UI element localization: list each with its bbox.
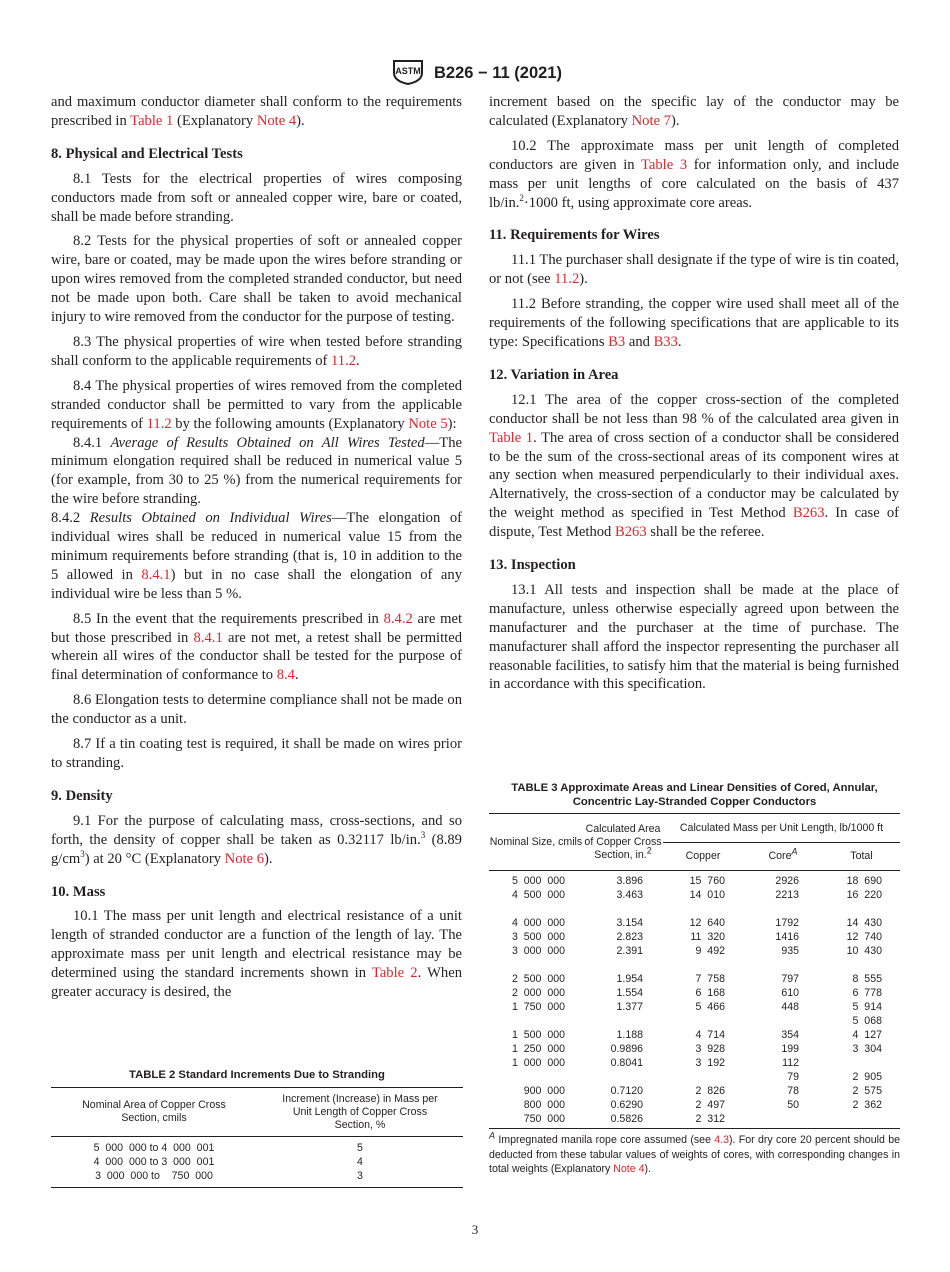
table-3-cell-size bbox=[489, 1070, 583, 1084]
paragraph-carryover: and maximum conductor diameter shall conform to the requirements prescribed in Table 1 (Explanatory Note 4). bbox=[51, 94, 462, 129]
table-row bbox=[489, 972, 900, 986]
table-3-cell-area bbox=[583, 1070, 663, 1084]
table-row bbox=[489, 930, 900, 944]
table-3-cell-copper: 2 497 bbox=[695, 1099, 725, 1111]
table-3-cell-area: 2.823 bbox=[616, 931, 643, 943]
table-3-cell-core: 1416 bbox=[775, 931, 799, 943]
table-2-cell-area: 5 000 000 to 4 000 001 bbox=[93, 1142, 215, 1154]
table-row bbox=[489, 1084, 900, 1098]
table-3-cell-area: 0.6290 bbox=[610, 1099, 643, 1111]
table-3-cell-core: 2926 bbox=[775, 875, 799, 887]
table-3-cell-size: 5 000 000 bbox=[511, 875, 565, 887]
ref-4-3-link[interactable]: 4.3 bbox=[714, 1134, 730, 1146]
table-3-cell-area: 0.5826 bbox=[610, 1113, 643, 1125]
table-3-cell-size: 1 500 000 bbox=[511, 1029, 565, 1041]
table-3-cell-area: 3.463 bbox=[616, 889, 643, 901]
table-3-cell-size: 1 000 000 bbox=[511, 1057, 565, 1069]
table-row bbox=[51, 1137, 463, 1156]
table-3-cell-total: 3 304 bbox=[852, 1043, 882, 1055]
paragraph-8-4: 8.4 The physical properties of wires removed from the completed stranded conductor shall be permitted to vary from the applicable requirements of 11.2 by the following amounts (Explanatory Note 5): bbox=[51, 377, 462, 432]
table1-link[interactable]: Table 1 bbox=[489, 429, 534, 446]
section-heading-9: 9. Density bbox=[51, 787, 113, 804]
table-3-cell-core: 50 bbox=[787, 1099, 799, 1111]
table-3-cell-core: 610 bbox=[781, 987, 799, 999]
spec-b33-link[interactable]: B33 bbox=[653, 333, 678, 350]
page-number: 3 bbox=[471, 1222, 479, 1237]
table-3-cell-size: 1 750 000 bbox=[511, 1001, 565, 1013]
table-3-cell-size: 2 500 000 bbox=[511, 973, 565, 985]
paragraph-11-1: 11.1 The purchaser shall designate if the type of wire is tin coated, or not (see 11.2). bbox=[489, 252, 899, 288]
right-column bbox=[489, 93, 899, 700]
table-3-cell-total: 18 690 bbox=[846, 875, 882, 887]
table-3-cell-core: 199 bbox=[781, 1043, 799, 1055]
table-row bbox=[489, 1042, 900, 1056]
paragraph-carryover-right: increment based on the specific lay of the conductor may be calculated (Explanatory Note 7). bbox=[489, 94, 899, 129]
table-2-cell-area: 4 000 000 to 3 000 001 bbox=[93, 1156, 215, 1168]
table-row bbox=[489, 1070, 900, 1084]
table-3-cell-copper: 6 168 bbox=[695, 987, 725, 999]
table-3-cell-size bbox=[489, 1014, 583, 1028]
table-3-cell-size bbox=[489, 902, 583, 916]
table-3-cell-area bbox=[583, 1014, 663, 1028]
table-3-cell-core: 448 bbox=[781, 1001, 799, 1013]
table2-link[interactable]: Table 2 bbox=[371, 965, 418, 982]
table-row bbox=[489, 902, 900, 916]
table-3-cell-total bbox=[823, 1112, 900, 1129]
table-row bbox=[489, 1014, 900, 1028]
table-row bbox=[489, 986, 900, 1000]
note6-link[interactable]: Note 6 bbox=[224, 850, 264, 867]
ref-8-4-1-link[interactable]: 8.4.1 bbox=[193, 629, 223, 646]
section-heading-12: 12. Variation in Area bbox=[489, 366, 619, 383]
table-3-cell-core bbox=[743, 1014, 823, 1028]
table-3-cell-total: 6 778 bbox=[852, 987, 882, 999]
table-2-cell-increment: 3 bbox=[357, 1170, 363, 1182]
table-3-cell-copper: 3 928 bbox=[695, 1043, 725, 1055]
document-designation: B226 − 11 (2021) bbox=[434, 64, 562, 82]
table-3-header-core: Core$^A$ bbox=[768, 846, 798, 862]
table-3-cell-area bbox=[583, 958, 663, 972]
table-row bbox=[489, 1028, 900, 1042]
table-3-cell-size: 3 000 000 bbox=[511, 945, 565, 957]
table-3-header-mass: Calculated Mass per Unit Length, lb/1000 ft bbox=[663, 814, 900, 843]
table-3-cell-total: 8 555 bbox=[852, 973, 882, 985]
table-3-cell-total bbox=[823, 1056, 900, 1070]
table-2-cell-increment: 4 bbox=[357, 1156, 363, 1168]
test-method-b263-link[interactable]: B263 bbox=[792, 505, 825, 522]
section-heading-13: 13. Inspection bbox=[489, 557, 576, 574]
table-3-cell-copper: 14 010 bbox=[689, 889, 725, 901]
astm-logo-icon bbox=[388, 57, 428, 90]
table-3-cell-total: 16 220 bbox=[846, 889, 882, 901]
table-3-cell-size: 3 500 000 bbox=[511, 931, 565, 943]
table-3-cell-area: 1.377 bbox=[616, 1001, 643, 1013]
table-3-header-area: Calculated Area of Copper Cross Section, in.$^2$ bbox=[584, 822, 662, 861]
table-3-cell-copper: 4 714 bbox=[695, 1029, 725, 1041]
paragraph-13-1: 13.1 All tests and inspection shall be made at the place of manufacture, unless otherwise especially agreed upon between the manufacturer and the purchaser at the time of purchase. The manufacturer shall afford the inspector representing the purchaser all reasonable facilities, to satisfy him that the material is being furnished in accordance with this specification. bbox=[489, 581, 899, 693]
note7-link[interactable]: Note 7 bbox=[631, 112, 671, 129]
ref-11-2-link[interactable]: 11.2 bbox=[331, 352, 357, 369]
table-row bbox=[51, 1169, 463, 1188]
ref-11-2-link[interactable]: 11.2 bbox=[554, 271, 580, 288]
section-heading-10: 10. Mass bbox=[51, 883, 106, 900]
table-3-body bbox=[489, 871, 900, 1129]
table-3-cell-core: 2213 bbox=[775, 889, 799, 901]
left-column bbox=[51, 93, 462, 1008]
table-3-cell-area: 1.188 bbox=[616, 1029, 643, 1041]
paragraph-8-5: 8.5 In the event that the requirements prescribed in 8.4.2 are met but those prescribed in 8.4.1 are not met, a retest shall be permitted wherein all wires of the conductor shall be tested for the purpose of final determination of conformance to 8.4. bbox=[51, 610, 462, 684]
table-3-header-copper: Copper bbox=[685, 850, 721, 862]
table-3-footnote: $^A$ Impregnated manila rope core assumed (see 4.3). For dry core 20 percent should be deducted from these tabular values of weights of cores, with corresponding changes in total weights (Explanatory Note 4). bbox=[489, 1130, 900, 1175]
table-3-cell-area: 3.896 bbox=[616, 875, 643, 887]
table-3-cell-area: 0.9896 bbox=[610, 1043, 643, 1055]
table-3-cell-size: 900 000 bbox=[523, 1085, 565, 1097]
table-3-cell-core: 935 bbox=[781, 945, 799, 957]
table-3-cell-copper bbox=[663, 958, 743, 972]
table-3 bbox=[489, 781, 900, 1177]
table-3-cell-copper: 2 312 bbox=[695, 1113, 725, 1125]
table-3-cell-copper: 5 466 bbox=[695, 1001, 725, 1013]
table-3-cell-copper: 9 492 bbox=[695, 945, 725, 957]
table-3-cell-area bbox=[583, 902, 663, 916]
paragraph-8-4-1: 8.4.1 Average of Results Obtained on All Wires Tested—The minimum elongation required shall be reduced in numerical value 5 (for example, from 30 to 25 %) from the numerical requirements for the wire before stranding. bbox=[51, 434, 462, 508]
note4-link[interactable]: Note 4 bbox=[256, 112, 297, 129]
table-3-cell-copper bbox=[663, 1014, 743, 1028]
table-3-cell-core bbox=[743, 902, 823, 916]
table-3-cell-size: 2 000 000 bbox=[511, 987, 565, 999]
page-header bbox=[0, 57, 950, 90]
table-3-cell-copper bbox=[663, 1070, 743, 1084]
table-3-cell-core: 79 bbox=[787, 1071, 799, 1083]
ref-8-4-2-link[interactable]: 8.4.2 bbox=[383, 610, 413, 627]
table-3-cell-copper: 3 192 bbox=[695, 1057, 725, 1069]
table-row bbox=[489, 1112, 900, 1129]
table-3-cell-total: 2 905 bbox=[852, 1071, 882, 1083]
paragraph-10-1: 10.1 The mass per unit length and electrical resistance of a unit length of stranded conductor are a function of the length of lay. The approximate mass per unit length and electrical resistance may be determined using the standard increments shown in Table 2. When greater accuracy is desired, the bbox=[51, 908, 462, 1001]
svg-text:ASTM: ASTM bbox=[395, 66, 421, 76]
table-3-cell-total: 2 362 bbox=[852, 1099, 882, 1111]
paragraph-11-2: 11.2 Before stranding, the copper wire used shall meet all of the requirements of the following specifications that are applicable to its type: Specifications B3 and B33. bbox=[489, 296, 899, 350]
table-3-cell-copper: 7 758 bbox=[695, 973, 725, 985]
paragraph-8-1: 8.1 Tests for the electrical properties of wires composing conductors made from soft or annealed copper wire, bare or coated, shall be made before stranding. bbox=[51, 170, 462, 225]
table-3-cell-total: 4 127 bbox=[852, 1029, 882, 1041]
table-row bbox=[489, 1098, 900, 1112]
table-3-header-total: Total bbox=[850, 850, 873, 862]
table-3-cell-size: 4 500 000 bbox=[511, 889, 565, 901]
table-2-caption: TABLE 2 Standard Increments Due to Stranding bbox=[129, 1069, 385, 1081]
paragraph-10-2: 10.2 The approximate mass per unit length of completed conductors are given in Table 3 for information only, and include mass per unit lengths of core calculated on the basis of 437 lb/in.$^2$·1000 ft, using approximate core areas. bbox=[489, 137, 899, 211]
table-3-cell-core: 112 bbox=[782, 1057, 799, 1069]
table-row bbox=[51, 1155, 463, 1169]
table-3-cell-area: 3.154 bbox=[616, 917, 643, 929]
table-2 bbox=[51, 1068, 463, 1188]
table-3-cell-total: 10 430 bbox=[846, 945, 882, 957]
table-row bbox=[489, 871, 900, 889]
table-3-cell-size: 800 000 bbox=[523, 1099, 565, 1111]
table-row bbox=[489, 888, 900, 902]
table-3-cell-area: 1.954 bbox=[616, 973, 643, 985]
table-3-cell-core: 354 bbox=[781, 1029, 799, 1041]
table-3-cell-size bbox=[489, 958, 583, 972]
table-3-cell-area: 0.7120 bbox=[610, 1085, 643, 1097]
table-3-cell-core: 1792 bbox=[775, 917, 799, 929]
table-2-body bbox=[51, 1137, 463, 1188]
table-3-cell-area: 1.554 bbox=[616, 987, 643, 999]
table-3-cell-core bbox=[743, 958, 823, 972]
table-3-caption: TABLE 3 Approximate Areas and Linear Densities of Cored, Annular, Concentric Lay-Stranded Copper Conductors bbox=[511, 782, 878, 808]
table3-link[interactable]: Table 3 bbox=[640, 156, 688, 173]
ref-11-2-link[interactable]: 11.2 bbox=[146, 415, 172, 432]
table-3-cell-total bbox=[823, 958, 900, 972]
table-3-cell-copper: 11 320 bbox=[690, 931, 725, 943]
table-row bbox=[489, 944, 900, 958]
table-3-header-size: Nominal Size, cmils bbox=[489, 835, 583, 848]
table-3-cell-core: 797 bbox=[781, 973, 799, 985]
table-2-cell-area: 3 000 000 to 750 000 bbox=[95, 1170, 213, 1182]
section-heading-8: 8. Physical and Electrical Tests bbox=[51, 145, 243, 162]
table-row bbox=[489, 1000, 900, 1014]
paragraph-8-6: 8.6 Elongation tests to determine compliance shall not be made on the conductor as a unit. bbox=[51, 692, 462, 728]
table-3-cell-copper: 12 640 bbox=[689, 917, 725, 929]
test-method-b263-link[interactable]: B263 bbox=[615, 524, 647, 541]
note4-link[interactable]: Note 4 bbox=[613, 1163, 645, 1175]
table-2-header-increment: Increment (Increase) in Mass per Unit Length of Copper Cross Section, % bbox=[282, 1092, 438, 1131]
table-row bbox=[489, 958, 900, 972]
table-3-cell-core: 78 bbox=[787, 1085, 799, 1097]
paragraph-8-3: 8.3 The physical properties of wire when tested before stranding shall conform to the applicable requirements of 11.2. bbox=[51, 333, 462, 369]
table-3-cell-copper bbox=[663, 902, 743, 916]
table-2-cell-increment: 5 bbox=[357, 1142, 363, 1154]
table-3-cell-total: 2 575 bbox=[852, 1085, 882, 1097]
table1-link[interactable]: Table 1 bbox=[130, 112, 174, 129]
table-3-cell-total: 5 914 bbox=[852, 1001, 882, 1013]
paragraph-8-7: 8.7 If a tin coating test is required, it shall be made on wires prior to stranding. bbox=[51, 736, 462, 771]
table-3-cell-area: 0.8041 bbox=[610, 1057, 643, 1069]
table-row bbox=[489, 916, 900, 930]
table-3-cell-size: 1 250 000 bbox=[511, 1043, 565, 1055]
paragraph-12-1: 12.1 The area of the copper cross-section of the completed conductor shall be not less than 98 % of the calculated area given in Table 1. The area of cross section of a conductor shall be considered to be the sum of the cross-sectional areas of its component wires at any section when measured perpendicularly to their individual axes. Alternatively, the cross-section of a conductor may be calculated by the weight method as specified in Test Method B263. In case of dispute, Test Method B263 shall be the referee. bbox=[489, 391, 899, 541]
paragraph-8-4-2: 8.4.2 Results Obtained on Individual Wires—The elongation of individual wires shall be reduced in numerical value 15 from the minimum requirements before stranding (that is, 10 in addition to the 5 allowed in 8.4.1) but in no case shall the elongation of any individual wire be less than 5 %. bbox=[51, 510, 462, 602]
ref-8-4-1-link[interactable]: 8.4.1 bbox=[141, 566, 171, 583]
section-heading-11: 11. Requirements for Wires bbox=[489, 227, 660, 244]
table-3-cell-size: 750 000 bbox=[523, 1113, 565, 1125]
table-3-cell-total: 5 068 bbox=[852, 1015, 882, 1027]
table-3-cell-area: 2.391 bbox=[616, 945, 643, 957]
table-3-cell-size: 4 000 000 bbox=[511, 917, 565, 929]
table-3-cell-copper: 2 826 bbox=[695, 1085, 725, 1097]
table-3-cell-copper: 15 760 bbox=[689, 875, 725, 887]
spec-b3-link[interactable]: B3 bbox=[608, 333, 626, 350]
ref-8-4-link[interactable]: 8.4 bbox=[276, 667, 295, 684]
note5-link[interactable]: Note 5 bbox=[408, 415, 448, 432]
table-3-cell-total: 12 740 bbox=[846, 931, 882, 943]
table-3-cell-total: 14 430 bbox=[846, 917, 882, 929]
table-2-header-area: Nominal Area of Copper Cross Section, cmils bbox=[82, 1099, 226, 1124]
table-3-cell-total bbox=[823, 902, 900, 916]
table-3-cell-core bbox=[743, 1112, 823, 1129]
table-row bbox=[489, 1056, 900, 1070]
paragraph-9-1: 9.1 For the purpose of calculating mass, cross-sections, and so forth, the density of copper shall be taken as 0.32117 lb/in.$^3$ (8.89 $g/cm^3$) at 20 °C (Explanatory Note 6). bbox=[51, 812, 462, 867]
paragraph-8-2: 8.2 Tests for the physical properties of soft or annealed copper wire, bare or coated, may be made upon the wires before stranding or upon wires removed from the completed stranded conductor, but need not be made upon both. Care shall be taken to avoid mechanical injury to wire removed from the conductor for the purpose of testing. bbox=[51, 233, 462, 326]
